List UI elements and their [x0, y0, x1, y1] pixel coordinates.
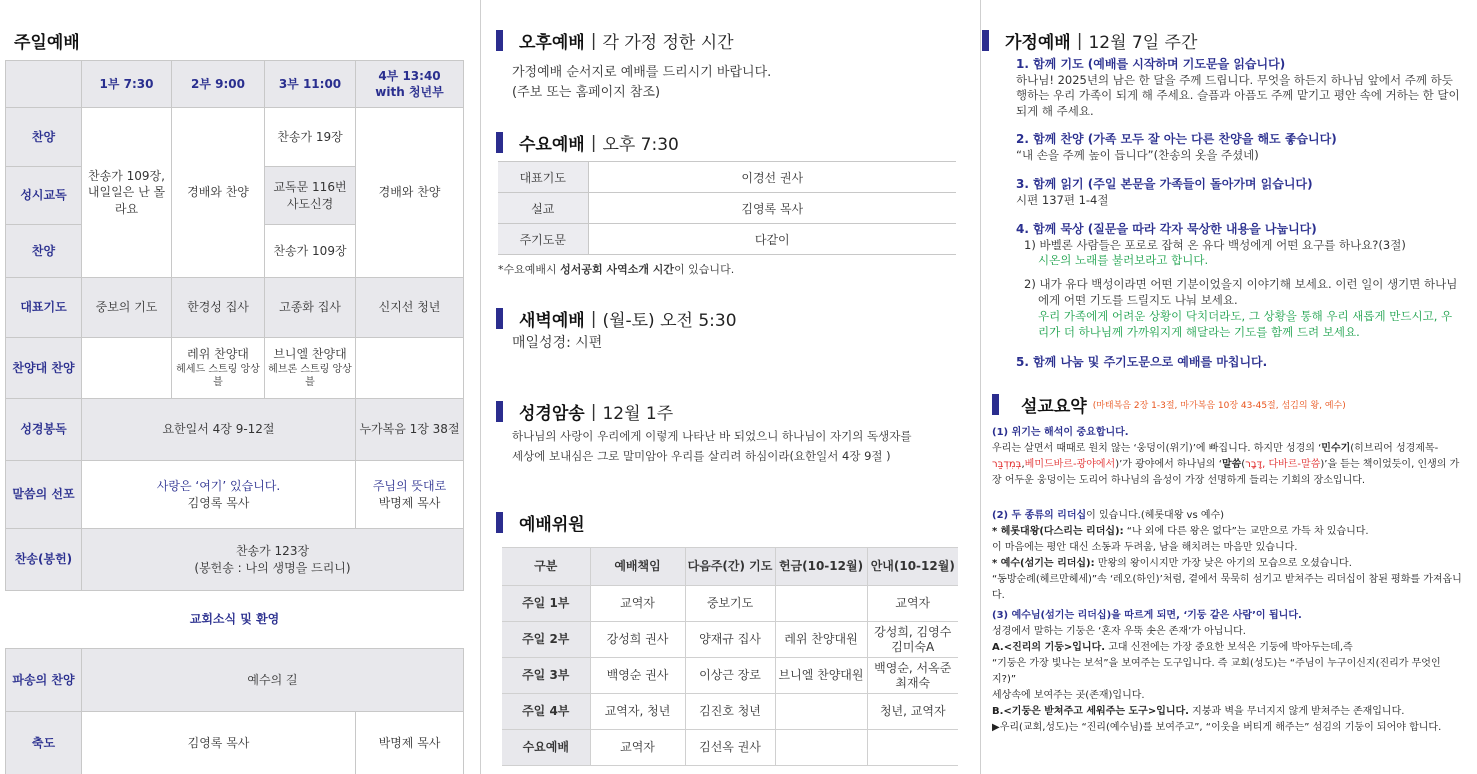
- family-step-3: 3. 함께 읽기 (주일 본문을 가족들이 돌아가며 읽습니다) 시편 137편 1-4절: [1016, 177, 1313, 207]
- family-step-5: 5. 함께 나눔 및 주기도문으로 예배를 마칩니다.: [1016, 355, 1268, 369]
- s2-worship: 경배와 찬양: [172, 108, 265, 278]
- service-4-header: 4부 13:40 with 청년부: [356, 61, 464, 108]
- sermon-4: 주님의 뜻대로 박명제 목사: [356, 461, 464, 529]
- row-label-offering: 찬송(봉헌): [6, 529, 82, 591]
- family-heading: 가정예배 | 12월 7일 주간: [982, 28, 1197, 53]
- row-label-choir: 찬양대 찬양: [6, 338, 82, 399]
- row-label-sermon: 말씀의 선포: [6, 461, 82, 529]
- s4-worship: 경배와 찬양: [356, 108, 464, 278]
- row-label-reading: 성경봉독: [6, 399, 82, 461]
- staff-cell: 백영순, 서옥준 최재숙: [867, 658, 958, 694]
- sunday-title: 주일예배: [14, 33, 80, 53]
- s3-choir: 브니엘 찬양대 헤브론 스트링 앙상블: [265, 338, 356, 399]
- table-corner: [6, 61, 82, 108]
- wed-value: 이경선 권사: [588, 162, 956, 193]
- staff-title: 예배위원: [519, 515, 585, 535]
- row-label-benediction: 축도: [6, 712, 82, 774]
- family-step-2: 2. 함께 찬양 (가족 모두 잘 아는 다른 찬양을 해도 좋습니다) “내 손을 주께 높이 듭니다”(찬송의 옷을 주셨네): [1016, 132, 1337, 162]
- staff-cell: 양재규 집사: [685, 622, 775, 658]
- row-label-confession: 성시교독: [6, 167, 82, 225]
- family-title: 가정예배: [1005, 33, 1071, 53]
- s4-choir: [356, 338, 464, 399]
- benediction-4: 박명제 목사: [356, 712, 464, 774]
- wednesday-title: 수요예배: [519, 135, 585, 155]
- staff-header: 다음주(간) 기도: [685, 548, 775, 586]
- wednesday-heading: 수요예배 | 오후 7:30: [496, 130, 679, 155]
- column-divider: [480, 0, 481, 774]
- staff-cell: 교역자: [590, 586, 685, 622]
- dawn-heading: 새벽예배 | (월-토) 오전 5:30: [496, 306, 737, 331]
- afternoon-heading: 오후예배 | 각 가정 정한 시간: [496, 28, 734, 53]
- wednesday-table: [498, 161, 956, 255]
- afternoon-title: 오후예배: [519, 33, 585, 53]
- s3-prayer: 고종화 집사: [265, 278, 356, 338]
- memory-sub: 12월 1주: [602, 404, 674, 424]
- staff-cell: 백영순 권사: [590, 658, 685, 694]
- staff-cell: 청년, 교역자: [867, 694, 958, 730]
- notice-row: 교회소식 및 환영: [6, 591, 464, 649]
- column-divider: [980, 0, 981, 774]
- staff-cell: [775, 694, 867, 730]
- dawn-title: 새벽예배: [519, 311, 585, 331]
- staff-cell: 브니엘 찬양대원: [775, 658, 867, 694]
- section-marker: [496, 512, 503, 533]
- summary-title: 설교요약: [1021, 397, 1087, 417]
- benediction-main: 김영록 목사: [82, 712, 356, 774]
- afternoon-text: 가정예배 순서지로 예배를 드리시기 바랍니다. (주보 또는 홈페이지 참조): [512, 65, 772, 101]
- staff-cell: 강성희 권사: [590, 622, 685, 658]
- offering-text: 찬송가 123장 (봉헌송 : 나의 생명을 드리니): [82, 529, 464, 591]
- family-step-4: 4. 함께 묵상 (질문을 따라 각자 묵상한 내용을 나눕니다) 1) 바벨론 사람들은 포로로 잡혀 온 유다 백성에게 어떤 요구를 하나요?(3절) 시온의 노래를 불러보라고 합니다. 2) 내가 유다 백성이라면 어떤 기분이었을지 이야기해 보세요. 이런 일이 생기면 하나님에게 어떤 기도를 드릴지도 나눠 보세요. 우리 가족에게 어려운 상황이 닥치더라도, 그 상황을 통해 우리 새롭게 만드시고, 우리가 더 하나님께 가까워지게 해달라는 기도를 함께 드려 보세요.: [1016, 222, 1458, 339]
- s1-worship: 찬송가 109장, 내일일은 난 몰라요: [82, 108, 172, 278]
- s1-choir: [82, 338, 172, 399]
- wed-label: 설교: [498, 193, 588, 224]
- row-label-sending: 파송의 찬양: [6, 649, 82, 712]
- staff-header: 안내(10-12월): [867, 548, 958, 586]
- s3-hymn1: 찬송가 19장: [265, 108, 356, 167]
- wed-value: 다같이: [588, 224, 956, 255]
- weekday-worship-column: [482, 0, 974, 774]
- staff-header: 구분: [502, 548, 590, 586]
- family-step-1: 1. 함께 기도 (예배를 시작하며 기도문을 읽습니다) 하나님! 2025년의 남은 한 달을 주께 드립니다. 무엇을 하든지 하나님 앞에서 주께 하듯 행하는 우리 가족이 되게 해 주세요. 슬픔과 아픔도 주께 맡기고 평안 속에 거하는 한 달이 되게 해 주세요.: [1016, 57, 1460, 119]
- summary-heading: [992, 392, 1346, 417]
- staff-cell: 주일 1부: [502, 586, 590, 622]
- summary-point-3: (3) 예수님(섬기는 리더십)을 따르게 되면, ‘기둥 같은 사람’이 됩니다. 성경에서 말하는 기둥은 ‘혼자 우뚝 솟은 존재’가 아닙니다. A.<진리의 기둥>입니다. 고대 신전에는 가장 중요한 보석은 기둥에 박아두는데,즉 “기둥은 가장 빛나는 보석”을 보여주는 도구입니다. 즉 교회(성도)는 “주님이 누구이신지(진리가 무엇인지?)” 세상속에 보여주는 곳(존재)입니다. B.<기둥은 받쳐주고 세워주는 도구>입니다. 지붕과 벽을 무너지지 않게 받쳐주는 존재입니다. ▶우리(교회,성도)는 “진리(예수님)를 보여주고”, “이웃을 버티게 해주는” 섬김의 기둥이 되어야 합니다.: [992, 610, 1442, 733]
- staff-cell: 중보기도: [685, 586, 775, 622]
- staff-cell: 수요예배: [502, 730, 590, 766]
- memory-title: 성경암송: [519, 404, 585, 424]
- dawn-line: 매일성경: 시편: [512, 335, 603, 351]
- table-row: [502, 622, 958, 658]
- s2-choir: 레위 찬양대 헤세드 스트링 앙상블: [172, 338, 265, 399]
- dawn-sub: (월-토) 오전 5:30: [602, 311, 737, 331]
- s2-prayer: 한경성 집사: [172, 278, 265, 338]
- staff-cell: 교역자, 청년: [590, 694, 685, 730]
- section-marker: [496, 30, 503, 51]
- staff-cell: 교역자: [590, 730, 685, 766]
- staff-heading: [496, 510, 585, 535]
- section-marker: [496, 132, 503, 153]
- staff-cell: 김선옥 권사: [685, 730, 775, 766]
- s1-prayer: 중보의 기도: [82, 278, 172, 338]
- wednesday-note: *수요예배시 성서공회 사역소개 시간이 있습니다.: [498, 263, 735, 276]
- table-row: [502, 586, 958, 622]
- reading-main: 요한일서 4장 9-12절: [82, 399, 356, 461]
- sending-text: 예수의 길: [82, 649, 464, 712]
- wed-label: 대표기도: [498, 162, 588, 193]
- wednesday-sub: 오후 7:30: [602, 135, 679, 155]
- staff-cell: 교역자: [867, 586, 958, 622]
- staff-cell: 강성희, 김영수 김미숙A: [867, 622, 958, 658]
- staff-cell: [775, 586, 867, 622]
- afternoon-sub: 각 가정 정한 시간: [602, 33, 734, 53]
- summary-point-1: (1) 위기는 해석이 중요합니다. 우리는 살면서 때때로 원치 않는 ‘웅덩이(위기)’에 빠집니다. 하지만 성경의 ‘민수기(히브리어 성경제목-בְּמִדְבַּר,베미드바르-광야에서)’가 광야에서 하나님의 ‘말씀(דָּבָר, 다바르-말씀)’을 듣는 책이었듯이, 인생의 가장 어두운 웅덩이는 도리어 하나님의 음성이 가장 선명하게 들리는 기회의 장소입니다.: [992, 427, 1460, 486]
- section-marker: [496, 401, 503, 422]
- row-label-hymn-2: 찬양: [6, 225, 82, 278]
- staff-cell: 이상근 장로: [685, 658, 775, 694]
- row-label-hymn: 찬양: [6, 108, 82, 167]
- staff-cell: [867, 730, 958, 766]
- sermon-main: 사랑은 ‘여기’ 있습니다. 김영록 목사: [82, 461, 356, 529]
- family-sub: 12월 7일 주간: [1088, 33, 1198, 53]
- table-row: [502, 658, 958, 694]
- summary-reference: (마태복음 2장 1-3절, 마가복음 10장 43-45절, 섬김의 왕, 예수): [1092, 401, 1346, 411]
- staff-cell: [775, 730, 867, 766]
- sunday-worship-column: [0, 0, 472, 774]
- section-marker: [982, 30, 989, 51]
- table-row: [502, 730, 958, 766]
- family-worship-column: [982, 0, 1477, 774]
- service-1-header: 1부 7:30: [82, 61, 172, 108]
- row-label-prayer: 대표기도: [6, 278, 82, 338]
- summary-point-2: (2) 두 종류의 리더십이 있습니다.(헤롯대왕 vs 예수) * 헤롯대왕(다스리는 리더십): “나 외에 다른 왕은 없다”는 교만으로 가득 차 있습니다. 이 마음에는 평안 대신 소동과 두려움, 남을 해치려는 마음만 있습니다. * 예수(섬기는 리더십): 만왕의 왕이시지만 가장 낮은 아기의 모습으로 오셨습니다. “동방순례(헤르만헤세)”속 ‘레오(하인)’처럼, 곁에서 묵묵히 섬기고 받쳐주는 리더십이 참된 평화를 가져옵니다.: [992, 510, 1462, 601]
- section-marker: [992, 394, 999, 415]
- sunday-service-table: [5, 60, 464, 774]
- reading-4: 누가복음 1장 38절: [356, 399, 464, 461]
- section-marker: [496, 308, 503, 329]
- staff-header: 예배책임: [590, 548, 685, 586]
- s4-prayer: 신지선 청년: [356, 278, 464, 338]
- wed-value: 김영록 목사: [588, 193, 956, 224]
- s3-confession: 교독문 116번 사도신경: [265, 167, 356, 225]
- service-2-header: 2부 9:00: [172, 61, 265, 108]
- s3-hymn2: 찬송가 109장: [265, 225, 356, 278]
- service-3-header: 3부 11:00: [265, 61, 356, 108]
- memory-heading: 성경암송 | 12월 1주: [496, 399, 673, 424]
- table-row: [502, 694, 958, 730]
- staff-cell: 주일 3부: [502, 658, 590, 694]
- staff-cell: 레위 찬양대원: [775, 622, 867, 658]
- staff-cell: 주일 4부: [502, 694, 590, 730]
- memory-text: 하나님의 사랑이 우리에게 이렇게 나타난 바 되었으니 하나님이 자기의 독생자를 세상에 보내심은 그로 말미암아 우리를 살리려 하심이라(요한일서 4장 9절 ): [512, 429, 912, 463]
- wed-label: 주기도문: [498, 224, 588, 255]
- staff-table: [502, 547, 958, 766]
- staff-cell: 주일 2부: [502, 622, 590, 658]
- staff-header: 헌금(10-12월): [775, 548, 867, 586]
- staff-cell: 김진호 청년: [685, 694, 775, 730]
